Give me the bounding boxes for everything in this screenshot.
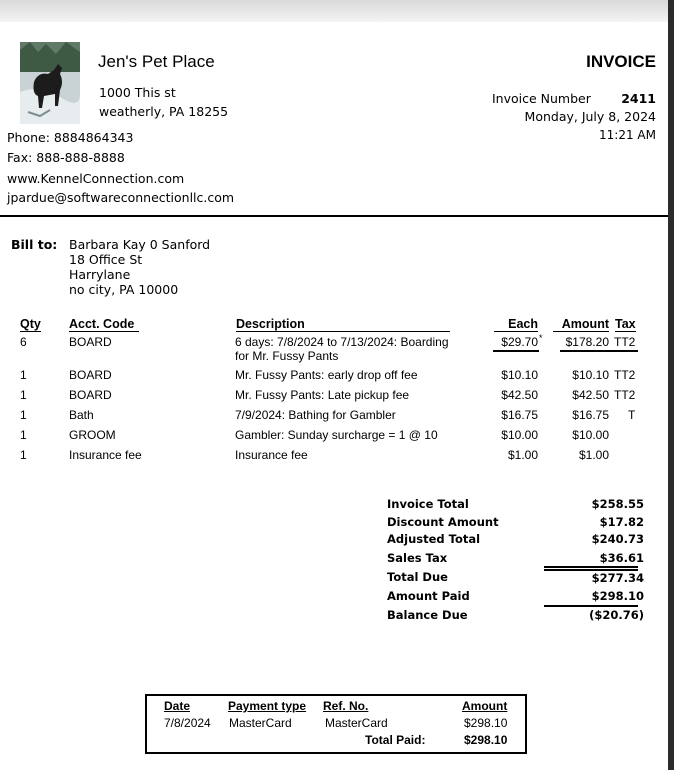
item-description: Insurance fee — [235, 448, 308, 462]
column-header-amount: Amount — [553, 317, 609, 332]
item-code: BOARD — [69, 368, 112, 382]
totals-value: $298.10 — [591, 589, 644, 603]
column-header-tax: Tax — [615, 317, 636, 331]
payments-header-date: Date — [164, 699, 191, 713]
item-code: GROOM — [69, 428, 116, 442]
bill-to-line3: Harrylane — [69, 267, 131, 282]
item-qty: 1 — [20, 408, 27, 422]
bill-to-name: Barbara Kay 0 Sanford — [69, 237, 211, 252]
item-qty: 1 — [20, 368, 27, 382]
item-amount: $10.00 — [572, 428, 609, 442]
payment-type: MasterCard — [229, 716, 292, 730]
item-description: Gambler: Sunday surcharge = 1 @ 10 — [235, 428, 438, 442]
payments-header-amount: Amount — [462, 699, 508, 713]
item-each: $10.00 — [501, 428, 538, 442]
invoice-title: INVOICE — [586, 52, 656, 71]
item-tax: TT2 — [614, 368, 636, 382]
item-each: $16.75 — [501, 408, 538, 422]
business-fax: Fax: 888-888-8888 — [7, 150, 125, 165]
item-each: $1.00 — [507, 448, 538, 462]
totals-label: Sales Tax — [387, 551, 448, 565]
totals-value: ($20.76) — [589, 608, 644, 622]
business-phone: Phone: 8884864343 — [7, 130, 134, 145]
item-amount: $1.00 — [578, 448, 609, 462]
item-each: $42.50 — [501, 388, 538, 402]
payment-ref: MasterCard — [325, 716, 388, 730]
item-description-cont: for Mr. Fussy Pants — [235, 349, 339, 363]
item-tax: T — [628, 408, 636, 422]
invoice-number: 2411 — [621, 91, 656, 106]
business-address-line2: weatherly, PA 18255 — [99, 104, 229, 119]
item-code: BOARD — [69, 388, 112, 402]
payments-header-type: Payment type — [228, 699, 307, 713]
payment-date: 7/8/2024 — [164, 716, 211, 730]
item-description: 7/9/2024: Bathing for Gambler — [235, 408, 396, 422]
totals-label: Invoice Total — [387, 497, 469, 511]
total-paid-label: Total Paid: — [365, 733, 426, 747]
item-qty: 6 — [20, 335, 27, 349]
business-website: www.KennelConnection.com — [7, 171, 185, 186]
item-each: $29.70 — [501, 335, 538, 349]
payments-table — [145, 694, 527, 754]
totals-double-rule-top — [544, 566, 638, 568]
totals-value: $258.55 — [591, 497, 644, 511]
totals-value: $240.73 — [591, 532, 644, 546]
totals-value: $277.34 — [591, 571, 644, 585]
item-note-mark: * — [539, 333, 543, 343]
item-description: Mr. Fussy Pants: Late pickup fee — [235, 388, 410, 402]
item-code: Bath — [69, 408, 94, 422]
business-name: Jen's Pet Place — [98, 52, 215, 71]
totals-label: Total Due — [387, 570, 448, 584]
totals-label: Balance Due — [387, 608, 468, 622]
item-amount: $42.50 — [572, 388, 609, 402]
totals-label: Amount Paid — [387, 589, 470, 603]
bill-to-city: no city, PA 10000 — [69, 282, 179, 297]
item-amount: $16.75 — [572, 408, 609, 422]
item-code: BOARD — [69, 335, 112, 349]
totals-value: $36.61 — [599, 551, 644, 565]
viewer-top-bar — [0, 0, 674, 22]
each-underline — [493, 350, 539, 352]
bill-to-label: Bill to: — [11, 237, 58, 252]
payments-header-ref: Ref. No. — [323, 699, 369, 713]
totals-label: Adjusted Total — [387, 532, 481, 546]
business-address-line1: 1000 This st — [99, 85, 176, 100]
item-tax: TT2 — [614, 388, 636, 402]
business-email: jpardue@softwareconnectionllc.com — [7, 190, 235, 205]
column-header-code: Acct. Code — [69, 317, 139, 332]
item-qty: 1 — [20, 388, 27, 402]
item-description: Mr. Fussy Pants: early drop off fee — [235, 368, 418, 382]
viewer-right-edge — [668, 0, 674, 770]
totals-label: Discount Amount — [387, 515, 499, 529]
total-paid-value: $298.10 — [464, 733, 508, 747]
payment-amount: $298.10 — [464, 716, 508, 730]
totals-rule — [544, 605, 638, 607]
invoice-number-label: Invoice Number — [492, 91, 591, 106]
item-code: Insurance fee — [69, 448, 142, 462]
item-amount: $10.10 — [572, 368, 609, 382]
column-header-description: Description — [236, 317, 450, 332]
invoice-time: 11:21 AM — [599, 128, 656, 142]
item-qty: 1 — [20, 448, 27, 462]
totals-value: $17.82 — [599, 515, 644, 529]
header-divider — [0, 215, 668, 217]
amount-underline — [560, 350, 638, 352]
item-description: 6 days: 7/8/2024 to 7/13/2024: Boarding — [235, 335, 449, 349]
business-logo-photo — [20, 42, 80, 124]
item-qty: 1 — [20, 428, 27, 442]
column-header-each: Each — [494, 317, 538, 332]
item-tax: TT2 — [614, 335, 636, 349]
item-amount: $178.20 — [565, 335, 609, 349]
bill-to-street: 18 Office St — [69, 252, 143, 267]
invoice-date: Monday, July 8, 2024 — [524, 109, 656, 124]
column-header-qty: Qty — [20, 317, 41, 331]
item-each: $10.10 — [501, 368, 538, 382]
